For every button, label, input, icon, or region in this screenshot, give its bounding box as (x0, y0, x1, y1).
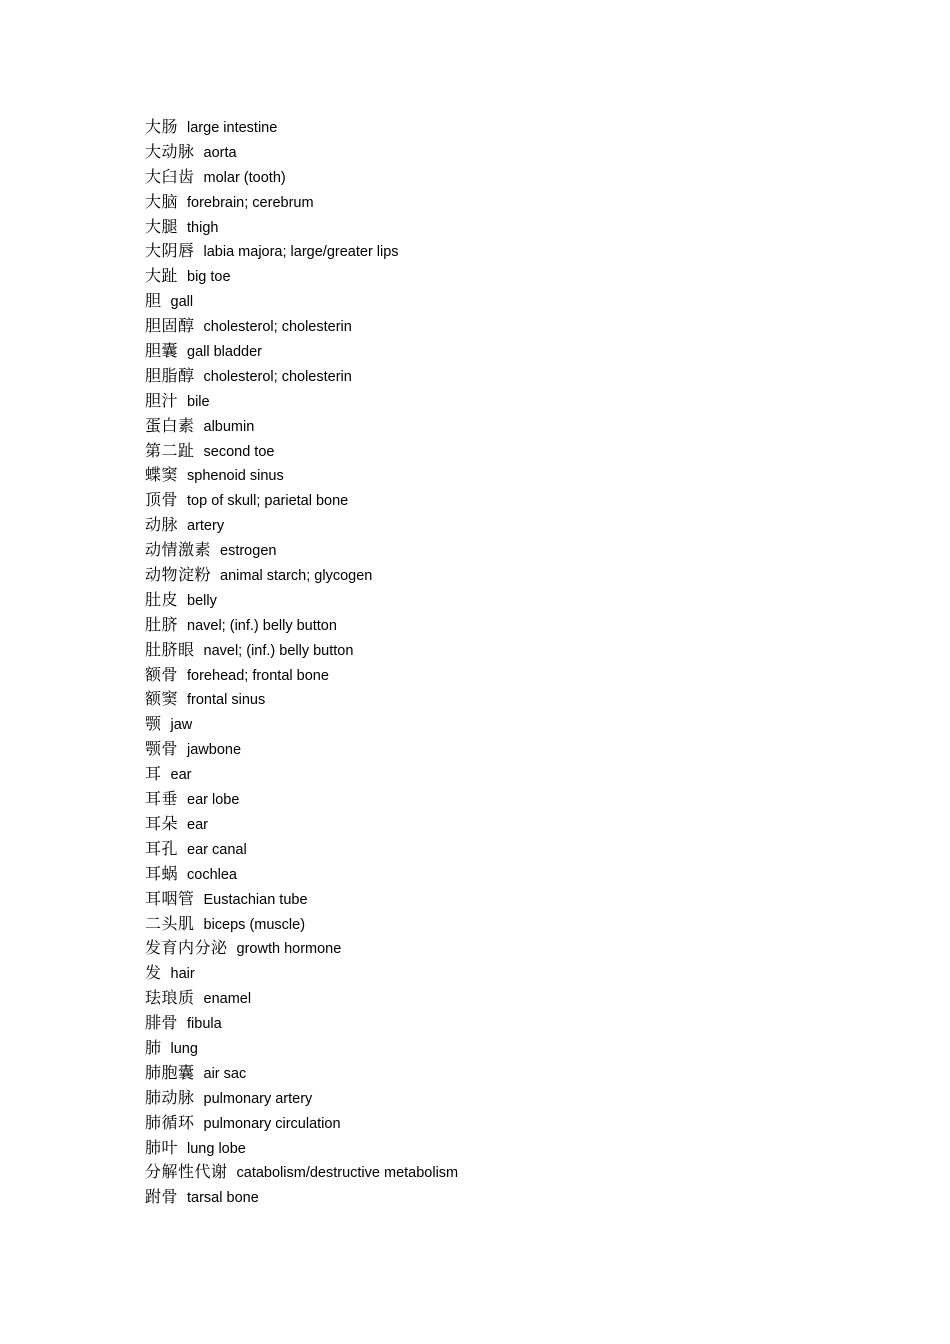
glossary-entry (145, 140, 458, 165)
chinese-term: 发育内分泌 (145, 938, 228, 958)
chinese-term: 珐琅质 (145, 988, 195, 1008)
glossary-entry (145, 1036, 458, 1061)
glossary-entry (145, 1136, 458, 1161)
chinese-term: 大脑 (145, 191, 179, 211)
english-translation: forebrain; cerebrum (187, 194, 314, 211)
english-translation: fibula (187, 1016, 222, 1033)
glossary-entry (145, 215, 458, 240)
english-translation: navel; (inf.) belly button (203, 642, 354, 659)
glossary-entry (145, 165, 458, 190)
english-translation: molar (tooth) (203, 169, 286, 186)
chinese-term: 跗骨 (145, 1187, 179, 1207)
glossary-entry (145, 812, 458, 837)
chinese-term: 分解性代谢 (145, 1162, 228, 1182)
glossary-entry (145, 364, 458, 389)
glossary-entry (145, 862, 458, 887)
chinese-term: 蝶窦 (145, 465, 179, 485)
glossary-entry (145, 563, 458, 588)
english-translation: navel; (inf.) belly button (187, 617, 337, 634)
english-translation: gall bladder (187, 344, 262, 361)
chinese-term: 额骨 (145, 664, 179, 684)
english-translation: cholesterol; cholesterin (203, 368, 352, 385)
chinese-term: 肚脐眼 (145, 639, 195, 659)
chinese-term: 耳孔 (145, 838, 179, 858)
glossary-entry (145, 887, 458, 912)
english-translation: ear (170, 767, 192, 784)
chinese-term: 耳 (145, 764, 162, 784)
glossary-entry (145, 264, 458, 289)
glossary-entry (145, 314, 458, 339)
glossary-entry (145, 687, 458, 712)
chinese-term: 胆囊 (145, 341, 179, 361)
chinese-term: 肺叶 (145, 1137, 179, 1157)
chinese-term: 大肠 (145, 117, 179, 136)
chinese-term: 颚骨 (145, 739, 179, 759)
english-translation: lung (170, 1040, 198, 1057)
chinese-term: 发 (145, 963, 162, 983)
glossary-entry (145, 961, 458, 986)
glossary-entry (145, 463, 458, 488)
chinese-term: 颚 (145, 714, 162, 734)
english-translation: bile (187, 393, 210, 410)
english-translation: jaw (170, 717, 193, 734)
glossary-entry (145, 588, 458, 613)
chinese-term: 胆脂醇 (145, 365, 195, 385)
glossary-entry (145, 837, 458, 862)
english-translation: air sac (203, 1065, 247, 1082)
glossary-list (145, 115, 458, 1210)
chinese-term: 肺动脉 (145, 1087, 195, 1107)
english-translation: hair (170, 966, 195, 983)
glossary-entry (145, 115, 458, 140)
english-translation: tarsal bone (187, 1190, 259, 1207)
glossary-entry (145, 488, 458, 513)
english-translation: estrogen (220, 543, 277, 560)
glossary-entry (145, 1160, 458, 1185)
chinese-term: 肚皮 (145, 589, 179, 609)
glossary-entry (145, 712, 458, 737)
glossary-entry (145, 787, 458, 812)
chinese-term: 腓骨 (145, 1013, 179, 1033)
chinese-term: 胆固醇 (145, 316, 195, 336)
english-translation: large intestine (187, 120, 278, 136)
english-translation: Eustachian tube (203, 891, 308, 908)
chinese-term: 大臼齿 (145, 166, 195, 186)
chinese-term: 胆 (145, 291, 162, 311)
english-translation: forehead; frontal bone (187, 667, 329, 684)
chinese-term: 顶骨 (145, 490, 179, 510)
glossary-entry (145, 912, 458, 937)
english-translation: animal starch; glycogen (220, 568, 373, 585)
chinese-term: 动物淀粉 (145, 565, 212, 585)
glossary-entry (145, 1086, 458, 1111)
english-translation: ear lobe (187, 792, 240, 809)
glossary-entry (145, 538, 458, 563)
chinese-term: 大阴唇 (145, 241, 195, 261)
english-translation: lung lobe (187, 1140, 246, 1157)
english-translation: big toe (187, 269, 231, 286)
glossary-entry (145, 936, 458, 961)
glossary-entry (145, 289, 458, 314)
glossary-entry (145, 513, 458, 538)
glossary-entry (145, 663, 458, 688)
english-translation: ear (187, 816, 208, 833)
english-translation: pulmonary artery (203, 1090, 313, 1107)
english-translation: labia majora; large/greater lips (203, 244, 399, 261)
glossary-entry (145, 239, 458, 264)
english-translation: cochlea (187, 866, 237, 883)
english-translation: enamel (203, 991, 252, 1008)
glossary-entry (145, 439, 458, 464)
chinese-term: 耳咽管 (145, 888, 195, 908)
english-translation: catabolism/destructive metabolism (236, 1165, 459, 1182)
chinese-term: 肺循环 (145, 1112, 195, 1132)
glossary-entry (145, 1111, 458, 1136)
glossary-entry (145, 737, 458, 762)
english-translation: frontal sinus (187, 692, 266, 709)
english-translation: artery (187, 518, 225, 535)
english-translation: albumin (203, 418, 255, 435)
chinese-term: 第二趾 (145, 440, 195, 460)
english-translation: thigh (187, 219, 219, 236)
chinese-term: 动脉 (145, 515, 179, 535)
chinese-term: 耳蜗 (145, 863, 179, 883)
glossary-entry (145, 638, 458, 663)
english-translation: pulmonary circulation (203, 1115, 341, 1132)
english-translation: growth hormone (236, 941, 342, 958)
glossary-entry (145, 1061, 458, 1086)
glossary-entry (145, 414, 458, 439)
english-translation: second toe (203, 443, 275, 460)
chinese-term: 肺胞囊 (145, 1062, 195, 1082)
chinese-term: 胆汁 (145, 390, 179, 410)
chinese-term: 额窦 (145, 689, 179, 709)
glossary-entry (145, 1011, 458, 1036)
chinese-term: 大动脉 (145, 141, 195, 161)
english-translation: gall (170, 294, 194, 311)
chinese-term: 大趾 (145, 266, 179, 286)
english-translation: aorta (203, 144, 237, 161)
english-translation: ear canal (187, 841, 247, 858)
chinese-term: 肚脐 (145, 614, 179, 634)
chinese-term: 蛋白素 (145, 415, 195, 435)
chinese-term: 大腿 (145, 216, 179, 236)
chinese-term: 耳垂 (145, 789, 179, 809)
chinese-term: 肺 (145, 1037, 162, 1057)
glossary-entry (145, 762, 458, 787)
chinese-term: 动情激素 (145, 540, 212, 560)
english-translation: cholesterol; cholesterin (203, 319, 352, 336)
english-translation: sphenoid sinus (187, 468, 284, 485)
glossary-entry (145, 339, 458, 364)
glossary-entry (145, 389, 458, 414)
glossary-entry (145, 986, 458, 1011)
english-translation: top of skull; parietal bone (187, 493, 349, 510)
chinese-term: 耳朵 (145, 813, 179, 833)
english-translation: jawbone (187, 742, 242, 759)
english-translation: belly (187, 592, 217, 609)
glossary-entry (145, 1185, 458, 1210)
glossary-entry (145, 190, 458, 215)
chinese-term: 二头肌 (145, 913, 195, 933)
glossary-entry (145, 613, 458, 638)
english-translation: biceps (muscle) (203, 916, 306, 933)
